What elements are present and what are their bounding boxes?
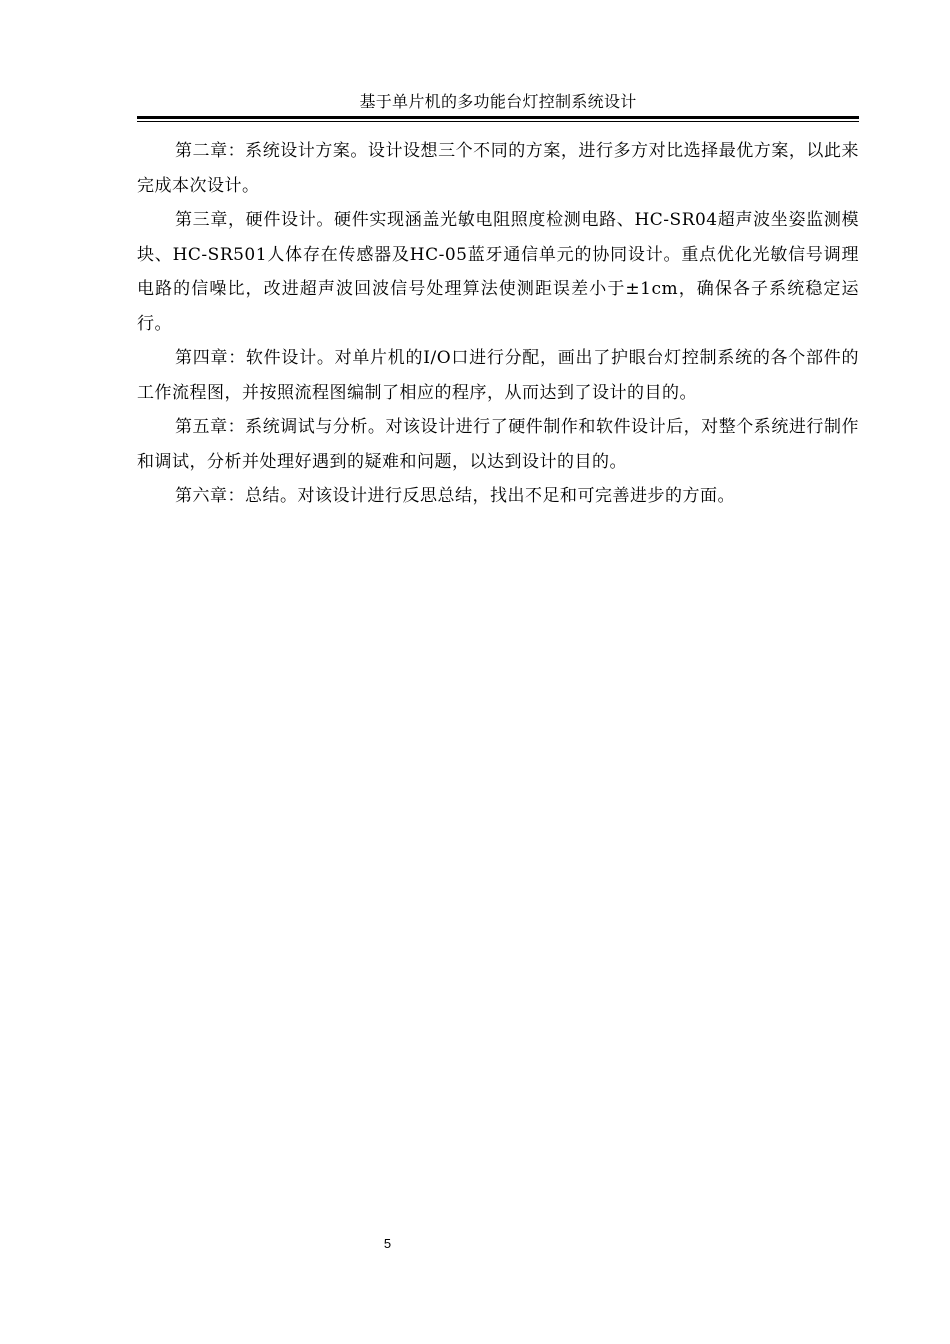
paragraph-chapter-4: 第四章：软件设计。对单片机的I/O口进行分配，画出了护眼台灯控制系统的各个部件的工作流程图，并按照流程图编制了相应的程序，从而达到了设计的目的。: [137, 348, 859, 403]
paragraph-chapter-5: 第五章：系统调试与分析。对该设计进行了硬件制作和软件设计后，对整个系统进行制作和调试，分析并处理好遇到的疑难和问题，以达到设计的目的。: [137, 417, 859, 472]
paragraph-chapter-6: 第六章：总结。对该设计进行反思总结，找出不足和可完善进步的方面。: [175, 486, 735, 506]
paragraph-chapter-3: 第三章，硬件设计。硬件实现涵盖光敏电阻照度检测电路、HC-SR04超声波坐姿监测模块、HC-SR501人体存在传感器及HC-05蓝牙通信单元的协同设计。重点优化光敏信号调理电路的信噪比，改进超声波回波信号处理算法使测距误差小于±1cm，确保各子系统稳定运行。: [137, 210, 859, 334]
body-text: [137, 134, 859, 514]
header-rule-thin: [137, 121, 859, 122]
page-number: 5: [383, 1236, 392, 1251]
paragraph-chapter-2: 第二章：系统设计方案。设计设想三个不同的方案，进行多方对比选择最优方案，以此来完成本次设计。: [137, 141, 859, 196]
running-header-title: 基于单片机的多功能台灯控制系统设计: [359, 92, 637, 111]
header-rule-thick: [137, 116, 859, 119]
